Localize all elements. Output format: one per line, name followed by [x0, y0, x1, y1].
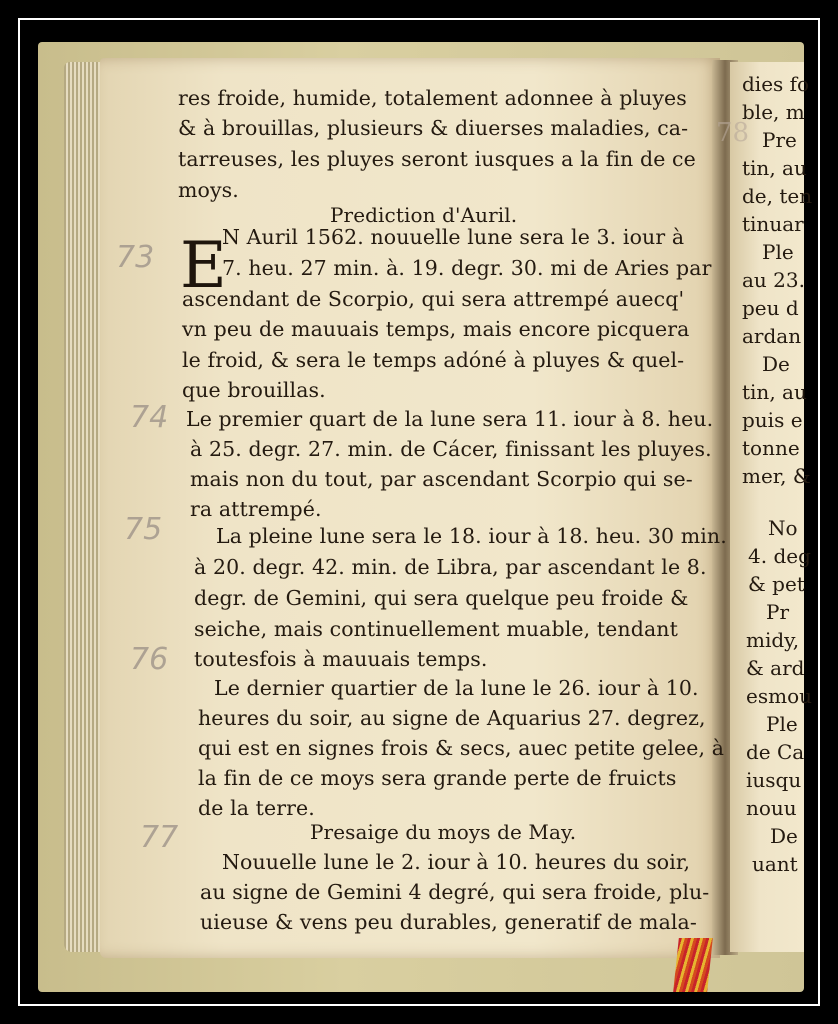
text-line: Ple	[762, 240, 794, 264]
text-line: Pr	[766, 600, 790, 624]
section-heading-april: Prediction d'Auril.	[330, 203, 518, 227]
drop-cap: E	[180, 229, 227, 303]
text-line: ardan	[742, 324, 802, 348]
text-line: & pet	[748, 572, 805, 596]
text-line: No	[768, 516, 798, 540]
text-line: tarreuses, les pluyes seront iusques a la fin de ce	[178, 147, 696, 171]
ribbon-bookmark	[673, 938, 713, 992]
text-line: iusqu	[746, 768, 802, 792]
text-line: puis e	[742, 408, 803, 432]
section-heading-may: Presaige du moys de May.	[310, 820, 577, 844]
text-line: mer, &	[742, 464, 811, 488]
text-line: & à brouillas, plusieurs & diuerses maladies, ca-	[178, 116, 689, 140]
text-line: mais non du tout, par ascendant Scorpio qui se-	[190, 467, 693, 491]
text-line: ascendant de Scorpio, qui sera attrempé auecq'	[182, 287, 685, 311]
text-line: uant	[752, 852, 798, 876]
text-line: Le premier quart de la lune sera 11. iour à 8. heu.	[186, 407, 714, 431]
text-line: midy,	[746, 628, 800, 652]
margin-number: 77	[140, 820, 179, 855]
text-line: De	[762, 352, 790, 376]
margin-number: 73	[116, 240, 155, 275]
text-line: res froide, humide, totalement adonnee à pluyes	[178, 86, 687, 110]
margin-number: 74	[130, 400, 169, 435]
text-line: ra attrempé.	[190, 497, 322, 521]
text-line: dies fo	[742, 72, 810, 96]
text-line: 7. heu. 27 min. à. 19. degr. 30. mi de Aries par	[222, 256, 712, 280]
text-line: 4. deg	[748, 544, 811, 568]
text-line: tinuar	[742, 212, 804, 236]
text-line: le froid, & sera le temps adóné à pluyes & quel-	[182, 348, 685, 372]
text-line: à 20. degr. 42. min. de Libra, par ascendant le 8.	[194, 555, 707, 579]
text-line: Nouuelle lune le 2. iour à 10. heures du soir,	[222, 850, 691, 874]
text-line: qui est en signes frois & secs, auec petite gelee, à	[198, 736, 725, 760]
text-line: nouu	[746, 796, 797, 820]
text-line: N Auril 1562. nouuelle lune sera le 3. iour à	[222, 225, 685, 249]
text-line: tonne	[742, 436, 800, 460]
text-line: à 25. degr. 27. min. de Cácer, finissant les pluyes.	[190, 437, 712, 461]
text-line: Ple	[766, 712, 798, 736]
text-line: tin, au	[742, 156, 807, 180]
text-line: toutesfois à mauuais temps.	[194, 647, 488, 671]
text-line: degr. de Gemini, qui sera quelque peu froide &	[194, 586, 689, 610]
margin-number-right: 78	[716, 118, 750, 148]
text-line: au signe de Gemini 4 degré, qui sera froide, plu-	[200, 880, 710, 904]
text-line: seiche, mais continuellement muable, tendant	[194, 617, 678, 641]
text-line: Le dernier quartier de la lune le 26. iour à 10.	[214, 676, 699, 700]
text-line: esmou	[746, 684, 812, 708]
text-line: de, ten	[742, 184, 813, 208]
text-line: la fin de ce moys sera grande perte de fruicts	[198, 766, 677, 790]
text-line: ble, m	[742, 100, 805, 124]
text-line: Pre	[762, 128, 797, 152]
text-line: que brouillas.	[182, 378, 326, 402]
text-line: De	[770, 824, 798, 848]
text-line: uieuse & vens peu durables, generatif de mala-	[200, 910, 697, 934]
text-line: heures du soir, au signe de Aquarius 27. degrez,	[198, 706, 706, 730]
text-line: vn peu de mauuais temps, mais encore picquera	[182, 317, 690, 341]
text-line: de Ca	[746, 740, 805, 764]
text-line: au 23.	[742, 268, 805, 292]
text-line: & ard	[746, 656, 805, 680]
text-line: moys.	[178, 178, 239, 202]
margin-number: 75	[124, 512, 163, 547]
text-line: peu d	[742, 296, 799, 320]
margin-number: 76	[130, 642, 169, 677]
text-line: de la terre.	[198, 796, 315, 820]
text-line: La pleine lune sera le 18. iour à 18. heu. 30 min.	[216, 524, 727, 548]
text-line: tin, au	[742, 380, 807, 404]
